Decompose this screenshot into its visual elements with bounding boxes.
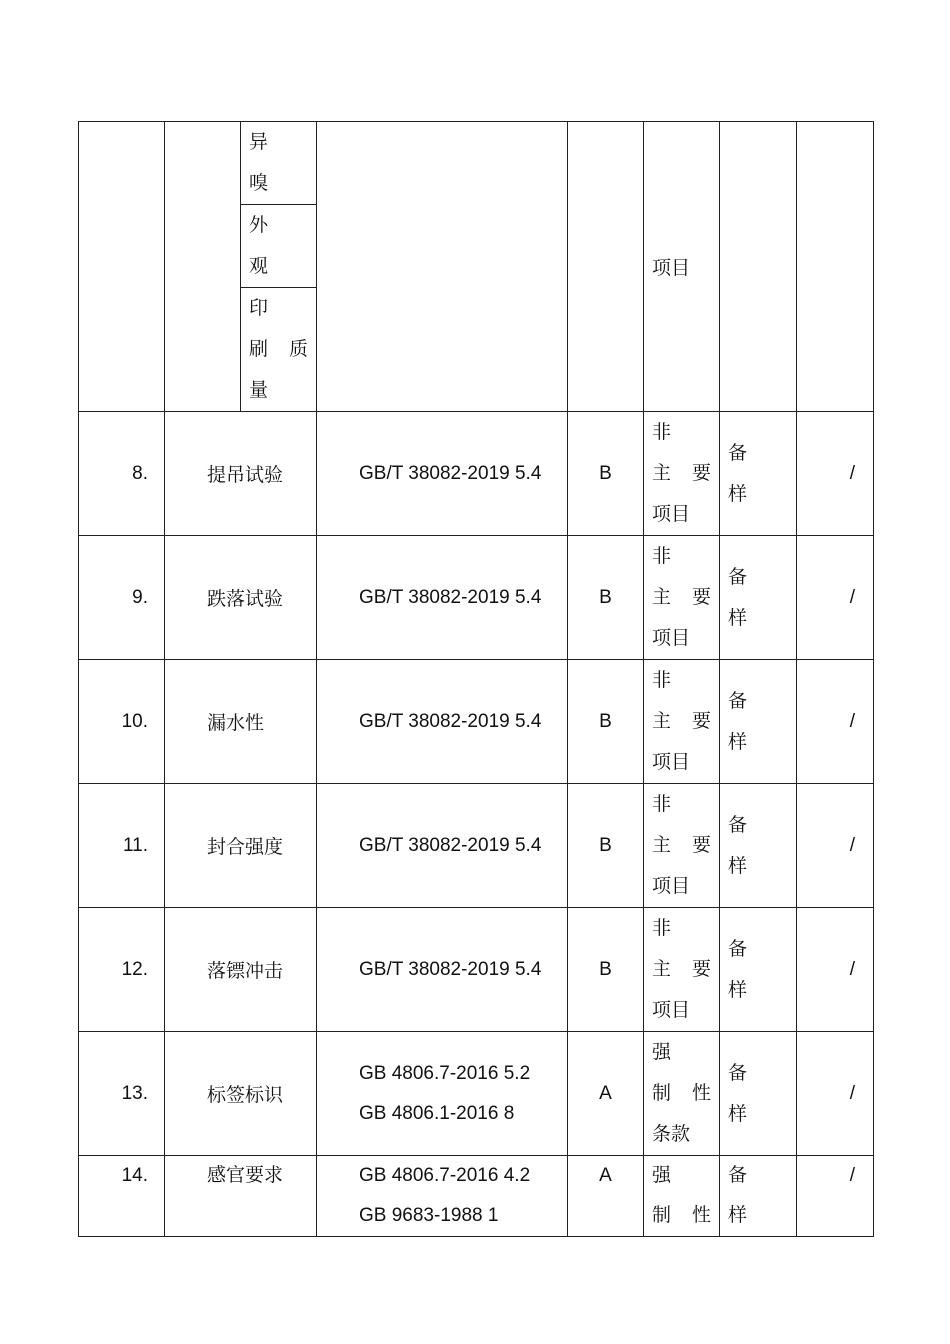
category-line: 强	[652, 1042, 672, 1063]
category-cell	[644, 1156, 720, 1237]
standard-cell	[317, 412, 568, 536]
standard-cell	[317, 536, 568, 660]
note-cell: /	[797, 1156, 874, 1237]
table-row	[79, 536, 874, 660]
sample-line: 备	[728, 566, 748, 588]
category-line	[652, 825, 711, 866]
sample-line: 样	[728, 979, 748, 1001]
sample-line: 样	[728, 731, 748, 753]
row-number: 11.	[79, 784, 165, 908]
sample-line: 样	[728, 483, 748, 505]
standard-line: GB/T 38082-2019 5.4	[359, 834, 542, 856]
sub-item-line: 量	[249, 380, 269, 401]
item-name: 封合强度	[165, 784, 317, 908]
item-cell	[165, 122, 241, 412]
standard-line: GB/T 38082-2019 5.4	[359, 462, 542, 484]
category-line: 非	[652, 670, 672, 691]
level-cell: A	[568, 1156, 644, 1237]
note-cell: /	[797, 908, 874, 1032]
sub-item-text: 刷 质	[249, 339, 308, 360]
item-name: 提吊试验	[165, 412, 317, 536]
item-name: 漏水性	[165, 660, 317, 784]
category-line	[652, 453, 711, 494]
category-line: 条款	[652, 1124, 691, 1145]
standard-cell	[317, 784, 568, 908]
category-text: 主 要	[652, 835, 711, 856]
category-text: 项目	[652, 258, 691, 279]
category-cell	[644, 1032, 720, 1156]
sub-item-cell	[241, 205, 317, 288]
row-number: 13.	[79, 1032, 165, 1156]
level-cell: B	[568, 908, 644, 1032]
level-cell: B	[568, 412, 644, 536]
standard-line: GB/T 38082-2019 5.4	[359, 958, 542, 980]
row-number: 9.	[79, 536, 165, 660]
sample-line: 备	[728, 690, 748, 712]
category-line: 非	[652, 794, 672, 815]
category-line	[652, 1073, 711, 1114]
category-line: 项目	[652, 504, 691, 525]
row-number: 10.	[79, 660, 165, 784]
category-text: 主 要	[652, 959, 711, 980]
standard-line: GB 4806.7-2016 4.2	[359, 1165, 531, 1186]
row-number: 12.	[79, 908, 165, 1032]
standard-cell	[317, 1032, 568, 1156]
table-row	[79, 1032, 874, 1156]
item-name: 落镖冲击	[165, 908, 317, 1032]
standard-cell	[317, 1156, 568, 1237]
item-name: 标签标识	[165, 1032, 317, 1156]
category-text: 主 要	[652, 463, 711, 484]
standard-cell	[317, 660, 568, 784]
level-cell: B	[568, 660, 644, 784]
category-line	[652, 949, 711, 990]
sub-item-line: 外	[249, 215, 269, 236]
sample-cell	[720, 1032, 797, 1156]
sample-line: 备	[728, 814, 748, 836]
note-cell: /	[797, 784, 874, 908]
sample-line: 备	[728, 938, 748, 960]
category-line: 项目	[652, 628, 691, 649]
sample-line: 样	[728, 1205, 748, 1226]
level-cell: B	[568, 784, 644, 908]
sample-line: 样	[728, 855, 748, 877]
category-line	[652, 1196, 711, 1236]
level-cell: B	[568, 536, 644, 660]
sub-item-line: 印	[249, 298, 269, 319]
sample-cell	[720, 784, 797, 908]
sub-item-cell	[241, 122, 317, 205]
category-line: 项目	[652, 752, 691, 773]
sub-item-line: 异	[249, 132, 269, 153]
standard-line: GB/T 38082-2019 5.4	[359, 586, 542, 608]
category-line: 非	[652, 546, 672, 567]
inspection-items-table	[78, 121, 874, 1237]
category-line: 项目	[652, 1000, 691, 1021]
sample-line: 样	[728, 607, 748, 629]
sample-cell	[720, 908, 797, 1032]
sub-item-line: 观	[249, 256, 269, 277]
category-line: 非	[652, 918, 672, 939]
row-number: 14.	[79, 1156, 165, 1237]
level-cell	[568, 122, 644, 412]
sub-item-line: 嗅	[249, 173, 269, 194]
table-row-continued	[79, 122, 874, 205]
item-name: 感官要求	[165, 1156, 317, 1237]
standard-line: GB 4806.1-2016 8	[359, 1102, 515, 1124]
sample-cell	[720, 660, 797, 784]
level-cell: A	[568, 1032, 644, 1156]
sample-cell	[720, 536, 797, 660]
category-cell	[644, 122, 720, 412]
category-text: 制 性	[652, 1083, 711, 1104]
sub-item-cell	[241, 288, 317, 412]
table-row	[79, 412, 874, 536]
category-line	[652, 577, 711, 618]
no-cell	[79, 122, 165, 412]
table-row	[79, 908, 874, 1032]
category-cell	[644, 908, 720, 1032]
standard-cell	[317, 122, 568, 412]
category-cell	[644, 536, 720, 660]
category-text: 主 要	[652, 711, 711, 732]
category-line: 项目	[652, 876, 691, 897]
standard-line: GB 9683-1988 1	[359, 1205, 499, 1226]
category-line: 非	[652, 422, 672, 443]
table-row	[79, 784, 874, 908]
note-cell	[797, 122, 874, 412]
standard-cell	[317, 908, 568, 1032]
sample-cell	[720, 122, 797, 412]
note-cell: /	[797, 412, 874, 536]
note-cell: /	[797, 660, 874, 784]
sample-line: 备	[728, 1062, 748, 1084]
standard-line: GB/T 38082-2019 5.4	[359, 710, 542, 732]
sample-line: 样	[728, 1103, 748, 1125]
category-cell	[644, 412, 720, 536]
category-text: 制 性	[652, 1205, 711, 1226]
table-row	[79, 1156, 874, 1237]
category-line: 强	[652, 1165, 672, 1186]
sample-line: 备	[728, 1165, 748, 1186]
row-number: 8.	[79, 412, 165, 536]
sample-cell	[720, 1156, 797, 1237]
category-cell	[644, 784, 720, 908]
note-cell: /	[797, 1032, 874, 1156]
category-text: 主 要	[652, 587, 711, 608]
table-row	[79, 660, 874, 784]
standard-line: GB 4806.7-2016 5.2	[359, 1062, 531, 1084]
category-cell	[644, 660, 720, 784]
sample-cell	[720, 412, 797, 536]
sample-line: 备	[728, 442, 748, 464]
note-cell: /	[797, 536, 874, 660]
sub-item-line	[249, 329, 308, 370]
category-line	[652, 701, 711, 742]
item-name: 跌落试验	[165, 536, 317, 660]
